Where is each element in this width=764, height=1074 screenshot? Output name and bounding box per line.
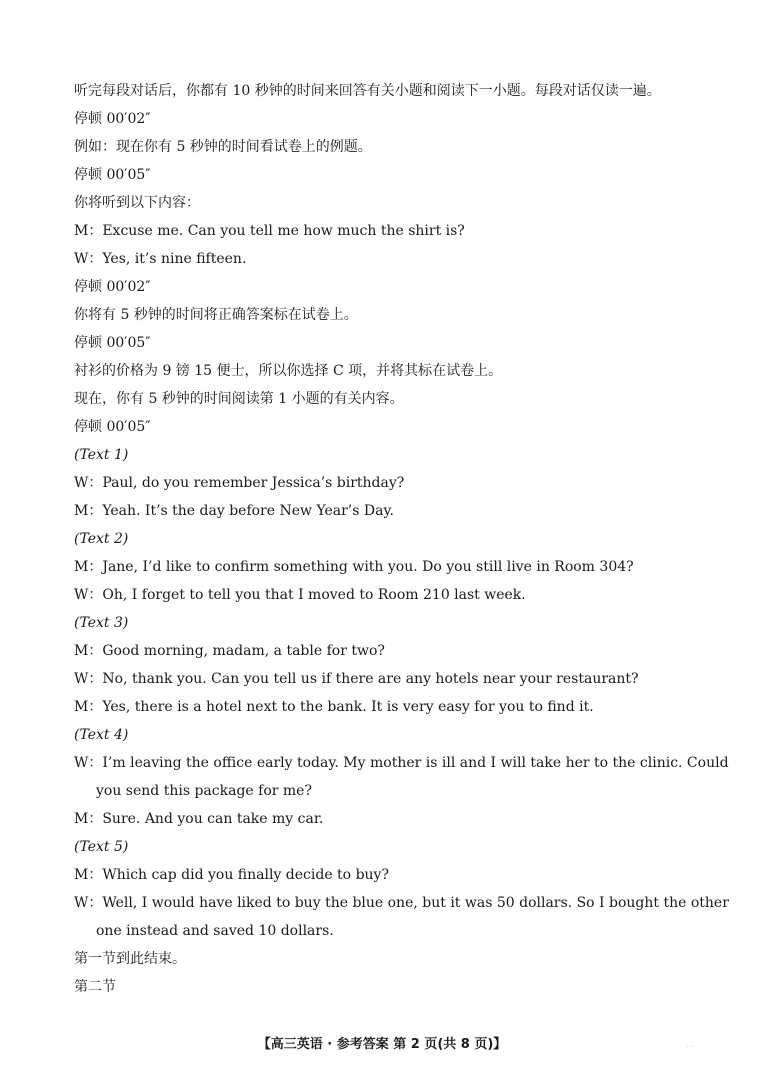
dialogue-line: M：Jane, I’d like to confirm something with you. Do you still live in Room 304?: [74, 559, 634, 575]
dialogue-line: M：Sure. And you can take my car.: [74, 811, 324, 827]
section-heading: 第二节: [74, 979, 116, 995]
dialogue-line: M：Yeah. It’s the day before New Year’s Day.: [74, 503, 394, 519]
text-label: (Text 2): [74, 531, 129, 547]
dialogue-line: M：Good morning, madam, a table for two?: [74, 643, 385, 659]
dialogue-line: M：Yes, there is a hotel next to the bank. It is very easy for you to find it.: [74, 699, 594, 715]
explanation-line: 衬衫的价格为 9 镑 15 便士，所以你选择 C 项，并将其标在试卷上。: [74, 363, 503, 379]
intro-line: 你将听到以下内容：: [74, 195, 200, 211]
dialogue-line: W：Yes, it’s nine fifteen.: [74, 251, 247, 267]
dialogue-line: W：Well, I would have liked to buy the blue one, but it was 50 dollars. So I bought the other: [74, 895, 729, 911]
text-label: (Text 5): [74, 839, 129, 855]
pause-line: 停顿 00′02″: [74, 279, 151, 295]
text-label: (Text 1): [74, 447, 129, 463]
dialogue-line: W：Oh, I forget to tell you that I moved to Room 210 last week.: [74, 587, 526, 603]
text-label: (Text 3): [74, 615, 129, 631]
dialogue-line-continued: you send this package for me?: [96, 783, 312, 799]
instruction-line: 你将有 5 秒钟的时间将正确答案标在试卷上。: [74, 307, 358, 323]
dialogue-line: W：Paul, do you remember Jessica’s birthday?: [74, 475, 405, 491]
corner-mark: ...: [685, 1040, 694, 1050]
instruction-line: 听完每段对话后，你都有 10 秒钟的时间来回答有关小题和阅读下一小题。每段对话仅读一遍。: [74, 83, 661, 99]
dialogue-line: W：No, thank you. Can you tell us if there are any hotels near your restaurant?: [74, 671, 639, 687]
pause-line: 停顿 00′05″: [74, 335, 151, 351]
text-label: (Text 4): [74, 727, 129, 743]
dialogue-line-continued: one instead and saved 10 dollars.: [96, 923, 334, 939]
section-end-line: 第一节到此结束。: [74, 951, 186, 967]
pause-line: 停顿 00′05″: [74, 419, 151, 435]
instruction-line: 现在，你有 5 秒钟的时间阅读第 1 小题的有关内容。: [74, 391, 404, 407]
dialogue-line: M：Which cap did you finally decide to buy?: [74, 867, 389, 883]
dialogue-line: W：I’m leaving the office early today. My mother is ill and I will take her to the clinic. Could: [74, 755, 729, 771]
example-line: 例如：现在你有 5 秒钟的时间看试卷上的例题。: [74, 139, 372, 155]
pause-line: 停顿 00′02″: [74, 111, 151, 127]
pause-line: 停顿 00′05″: [74, 167, 151, 183]
page-footer: 【高三英语 · 参考答案 第 2 页(共 8 页)】: [257, 1037, 507, 1052]
dialogue-line: M：Excuse me. Can you tell me how much the shirt is?: [74, 223, 465, 239]
